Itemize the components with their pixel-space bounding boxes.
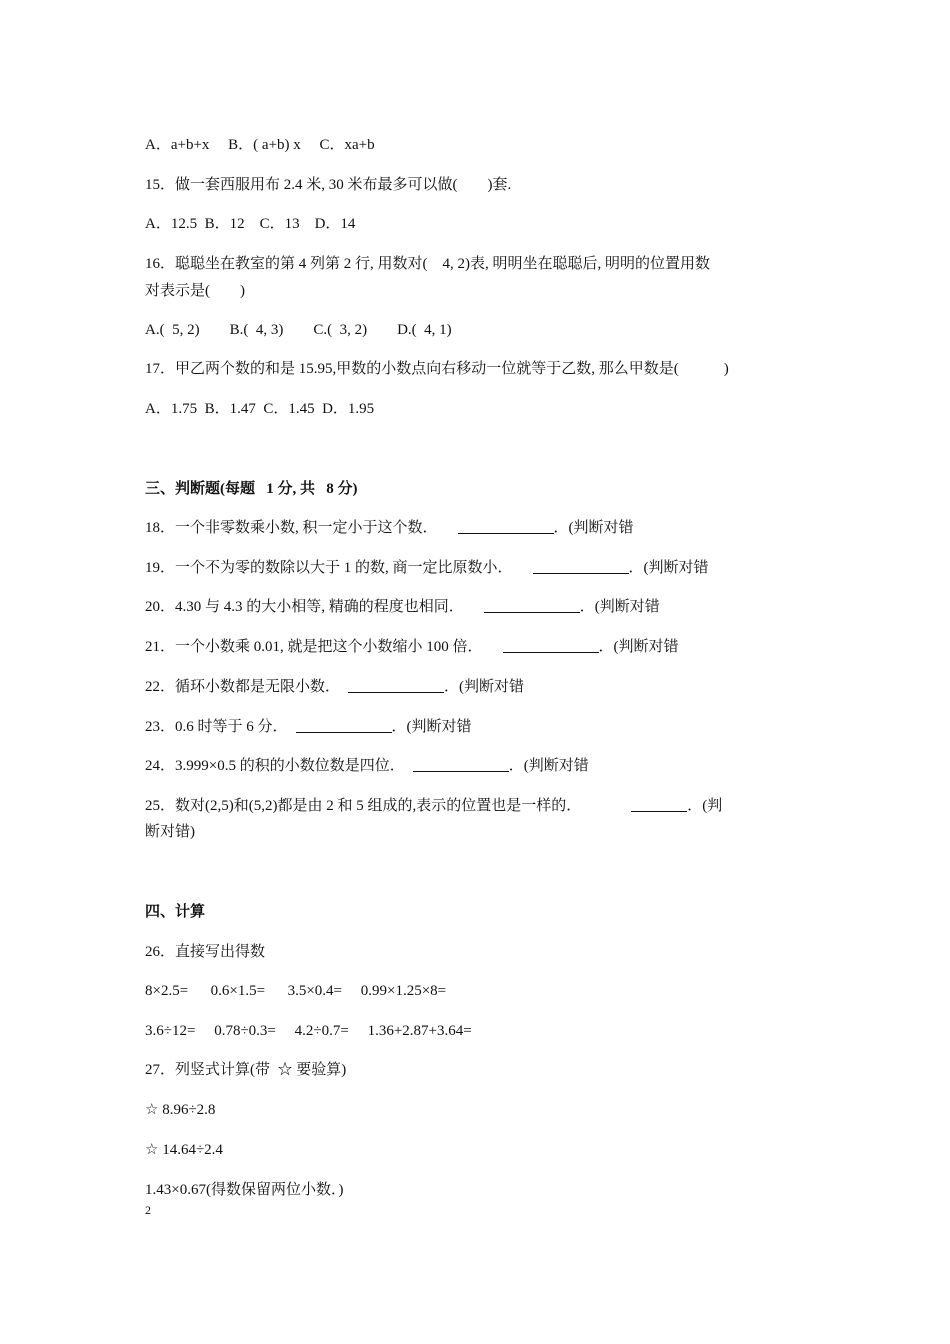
calc-row-1: 8×2.5= 0.6×1.5= 3.5×0.4= 0.99×1.25×8= (145, 983, 447, 999)
q14-options: A．a+b+x B．( a+b) x C．xa+b (145, 137, 375, 153)
calc-item-3: 1.43×0.67(得数保留两位小数．) (145, 1182, 344, 1198)
judge-text: 20．4.30 与 4.3 的大小相等, 精确的程度也相同． (145, 599, 464, 615)
section3-title: 三、判断题(每题 1 分, 共 8 分) (145, 481, 358, 497)
judge-text: 23．0.6 时等于 6 分． (145, 719, 288, 735)
q15-text: 15．做一套西服用布 2.4 米, 30 米布最多可以做( )套. (145, 177, 512, 193)
judge-text: 24．3.999×0.5 的积的小数位数是四位． (145, 758, 405, 774)
judge-suffix: ．(判断对错 (553, 520, 634, 536)
answer-blank[interactable] (631, 797, 687, 812)
q17-text: 17．甲乙两个数的和是 15.95,甲数的小数点向右移动一位就等于乙数, 那么甲数是( ) (145, 361, 729, 377)
q15-options: A．12.5 B．12 C．13 D．14 (145, 216, 356, 232)
q16-line1: 16．聪聪坐在教室的第 4 列第 2 行, 用数对( 4, 2)表, 明明坐在聪聪后, 明明的位置用数 (145, 256, 710, 272)
judge-item-21 (145, 638, 679, 656)
answer-blank[interactable] (503, 638, 599, 653)
judge-suffix: ．(判断对错 (444, 679, 525, 695)
judge-text: 19．一个不为零的数除以大于 1 的数, 商一定比原数小． (145, 560, 513, 576)
calc-item-2: ☆ 14.64÷2.4 (145, 1142, 223, 1158)
q16-options: A.( 5, 2) B.( 4, 3) C.( 3, 2) D.( 4, 1) (145, 322, 452, 338)
q16-line2: 对表示是( ) (145, 283, 245, 299)
judge-text: 18．一个非零数乘小数, 积一定小于这个数． (145, 520, 438, 536)
judge-item-19 (145, 559, 709, 577)
answer-blank[interactable] (296, 718, 392, 733)
answer-blank[interactable] (533, 559, 629, 574)
page-number: 2 (145, 1203, 151, 1217)
judge-suffix: ．(判断对错 (391, 719, 472, 735)
judge-item-24 (145, 757, 589, 775)
judge-item-23 (145, 718, 472, 736)
judge-suffix: ．(判断对错 (628, 560, 709, 576)
calc-row-2: 3.6÷12= 0.78÷0.3= 4.2÷0.7= 1.36+2.87+3.64= (145, 1023, 472, 1039)
judge-suffix: ．(判 (687, 798, 723, 814)
section4-title: 四、计算 (145, 904, 206, 920)
judge-item-25-line2: 断对错) (145, 824, 195, 840)
q26-text: 26．直接写出得数 (145, 944, 266, 960)
answer-blank[interactable] (484, 598, 580, 613)
judge-item-22 (145, 678, 524, 696)
judge-text: 25．数对(2,5)和(5,2)都是由 2 和 5 组成的,表示的位置也是一样的． (145, 798, 582, 814)
judge-item-18 (145, 519, 634, 537)
answer-blank[interactable] (458, 519, 554, 534)
answer-blank[interactable] (413, 757, 509, 772)
judge-suffix: ．(判断对错 (508, 758, 589, 774)
q17-options: A．1.75 B．1.47 C．1.45 D．1.95 (145, 401, 375, 417)
judge-item-20 (145, 598, 660, 616)
judge-suffix: ．(判断对错 (579, 599, 660, 615)
judge-suffix: ．(判断对错 (598, 639, 679, 655)
q27-text: 27．列竖式计算(带 ☆ 要验算) (145, 1062, 347, 1078)
answer-blank[interactable] (348, 678, 444, 693)
judge-text: 21．一个小数乘 0.01, 就是把这个小数缩小 100 倍． (145, 639, 483, 655)
calc-item-1: ☆ 8.96÷2.8 (145, 1102, 216, 1118)
judge-text: 22．循环小数都是无限小数． (145, 679, 341, 695)
judge-item-25 (145, 797, 722, 815)
